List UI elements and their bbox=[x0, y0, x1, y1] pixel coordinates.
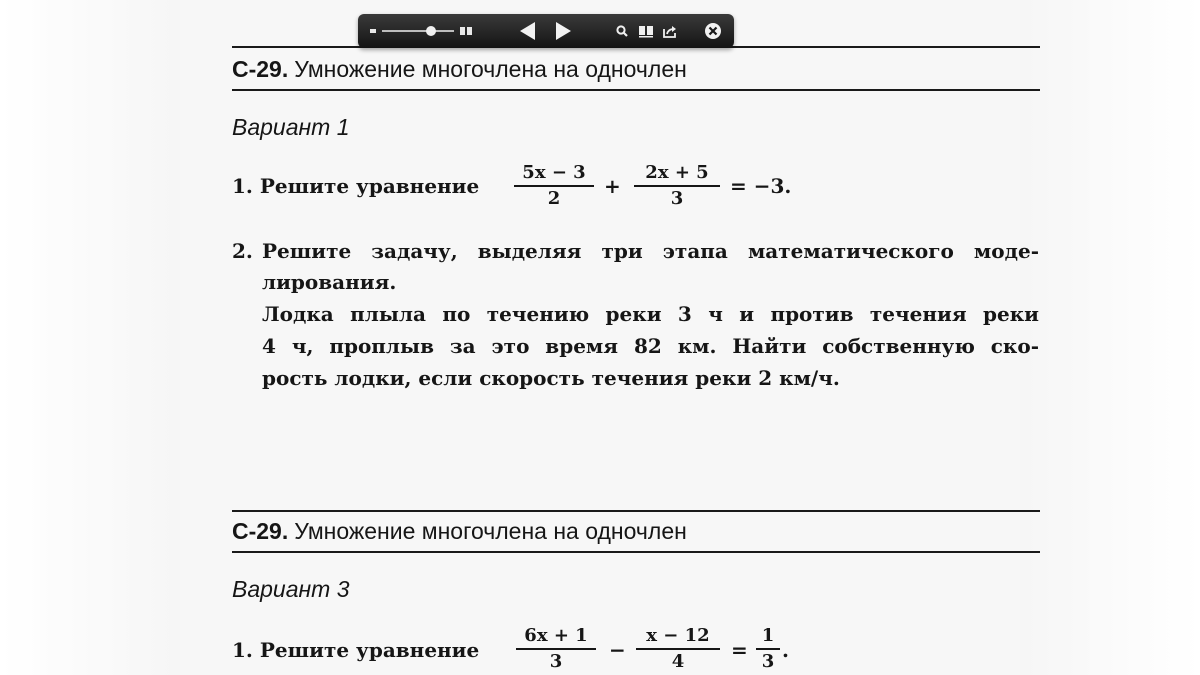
equation-rhs: = −3. bbox=[730, 174, 792, 198]
fraction-numerator: 5x − 3 bbox=[514, 162, 594, 187]
operator: − bbox=[609, 638, 626, 662]
next-page-icon[interactable] bbox=[556, 22, 571, 40]
fraction-denominator: 4 bbox=[671, 651, 685, 672]
fraction-numerator: 2x + 5 bbox=[634, 162, 720, 187]
task-number: 1. bbox=[232, 174, 253, 198]
zoom-slider[interactable] bbox=[382, 30, 454, 32]
previous-page-icon[interactable] bbox=[520, 22, 535, 40]
task-2-line-2: лирования. bbox=[262, 270, 397, 294]
variant-label: Вариант 3 bbox=[232, 576, 350, 602]
variant-label: Вариант 1 bbox=[232, 114, 350, 140]
task-1 bbox=[232, 174, 479, 198]
fraction-denominator: 3 bbox=[761, 651, 775, 672]
task-number: 1. bbox=[232, 638, 253, 662]
thumbnails-icon[interactable] bbox=[638, 23, 654, 39]
fraction-2 bbox=[636, 625, 720, 672]
share-icon[interactable] bbox=[662, 23, 678, 39]
header-rule-top bbox=[232, 510, 1040, 512]
zoom-in-icon[interactable] bbox=[460, 27, 472, 35]
fraction-3 bbox=[756, 625, 780, 672]
fraction-numerator: 6x + 1 bbox=[516, 625, 596, 650]
fraction-numerator: 1 bbox=[756, 625, 780, 650]
task-1 bbox=[232, 638, 479, 662]
fraction-1 bbox=[514, 162, 594, 209]
operator: + bbox=[604, 174, 621, 198]
task-2-number: 2. bbox=[232, 239, 253, 263]
fraction-denominator: 2 bbox=[547, 188, 561, 209]
fraction-1 bbox=[516, 625, 596, 672]
zoom-out-icon[interactable] bbox=[370, 29, 376, 33]
task-2-line-3: Лодка плыла по течению реки 3 ч и против течения реки bbox=[262, 302, 1039, 326]
fraction-denominator: 3 bbox=[549, 651, 563, 672]
viewer-toolbar bbox=[358, 14, 734, 48]
task-text: Решите уравнение bbox=[259, 174, 480, 198]
task-2-line-1: Решите задачу, выделяя три этапа математического моде- bbox=[262, 239, 1039, 263]
zoom-slider-handle[interactable] bbox=[426, 26, 436, 36]
equals-sign: = bbox=[731, 638, 748, 662]
equation-end: . bbox=[782, 638, 789, 662]
close-icon[interactable] bbox=[704, 22, 722, 40]
fraction-numerator: x − 12 bbox=[636, 625, 720, 650]
task-text: Решите уравнение bbox=[259, 638, 480, 662]
section-header bbox=[232, 56, 687, 83]
task-2-line-5: рость лодки, если скорость течения реки 2 км/ч. bbox=[262, 366, 840, 390]
left-margin bbox=[0, 0, 180, 675]
header-rule-bottom bbox=[232, 551, 1040, 553]
section-title: Умножение многочлена на одночлен bbox=[294, 518, 687, 544]
search-icon[interactable] bbox=[614, 23, 630, 39]
section-code: С-29. bbox=[232, 56, 289, 82]
section-title: Умножение многочлена на одночлен bbox=[294, 56, 687, 82]
header-rule-bottom bbox=[232, 89, 1040, 91]
fraction-denominator: 3 bbox=[670, 188, 684, 209]
section-header bbox=[232, 518, 687, 545]
fraction-2 bbox=[634, 162, 720, 209]
section-code: С-29. bbox=[232, 518, 289, 544]
right-margin bbox=[1020, 0, 1200, 675]
task-2-line-4: 4 ч, проплыв за это время 82 км. Найти собственную ско- bbox=[262, 334, 1039, 358]
